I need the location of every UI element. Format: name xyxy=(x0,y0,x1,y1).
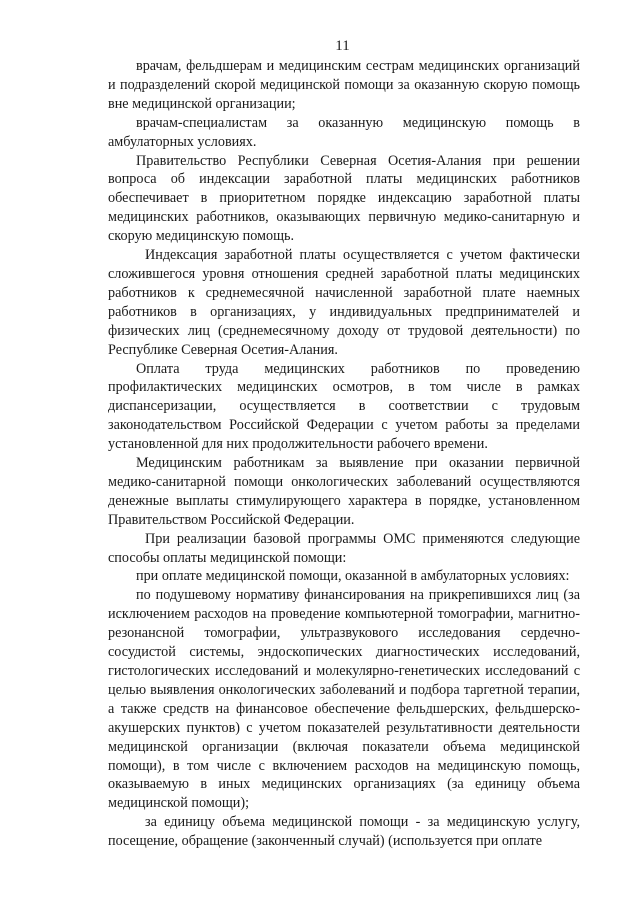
paragraph: врачам, фельдшерам и медицинским сестрам медицинских организаций и подразделений скорой медицинской помощи за оказанную скорую помощь вне медицинской организации; xyxy=(108,58,580,112)
paragraph: Правительство Республики Северная Осетия-Алания при решении вопроса об индексации заработной платы медицинских работников обеспечивает в приоритетном порядке индексацию заработной платы медицинских работников, оказывающих первичную медико-санитарную и скорую медицинскую помощь. xyxy=(108,152,580,245)
page-number: 11 xyxy=(335,38,350,54)
body-text xyxy=(108,57,580,851)
paragraph: по подушевому нормативу финансирования на прикрепившихся лиц (за исключением расходов на проведение компьютерной томографии, магнитно-резонансной томографии, ультразвукового исследования сердечно-сосудистой системы, эндоскопических диагностических исследований, гистологических исследований и молекулярно-генетических исследований с целью выявления онкологических заболеваний и подбора таргетной терапии, а также средств на финансовое обеспечение фельдшерских, фельдшерско-акушерских пунктов) с учетом показателей результативности деятельности медицинской организации (включая показатели объема медицинской помощи), в том числе с включением расходов на медицинскую помощь, оказываемую в иных медицинских организациях (за единицу объема медицинской помощи); xyxy=(108,587,580,812)
paragraph: за единицу объема медицинской помощи - за медицинскую услугу, посещение, обращение (законченный случай) (используется при оплате xyxy=(108,814,580,850)
paragraph: Медицинским работникам за выявление при оказании первичной медико-санитарной помощи онкологических заболеваний осуществляются денежные выплаты стимулирующего характера в порядке, установленном Правительством Российской Федерации. xyxy=(108,455,580,528)
paragraph: врачам-специалистам за оказанную медицинскую помощь в амбулаторных условиях. xyxy=(108,114,580,150)
paragraph: Оплата труда медицинских работников по проведению профилактических медицинских осмотров, в том числе в рамках диспансеризации, осуществляется в соответствии с трудовым законодательством Российской Федерации с учетом работы за пределами установленной для них продолжительности рабочего времени. xyxy=(108,360,580,453)
paragraph: при оплате медицинской помощи, оказанной в амбулаторных условиях: xyxy=(136,568,570,585)
paragraph: Индексация заработной платы осуществляется с учетом фактически сложившегося уровня отношения средней заработной платы медицинских работников к среднемесячной начисленной заработной плате наемных работников в организациях, у индивидуальных предпринимателей и физических лиц (среднемесячному доходу от трудовой деятельности) по Республике Северная Осетия-Алания. xyxy=(108,247,580,358)
paragraph: При реализации базовой программы ОМС применяются следующие способы оплаты медицинской помощи: xyxy=(108,530,580,566)
